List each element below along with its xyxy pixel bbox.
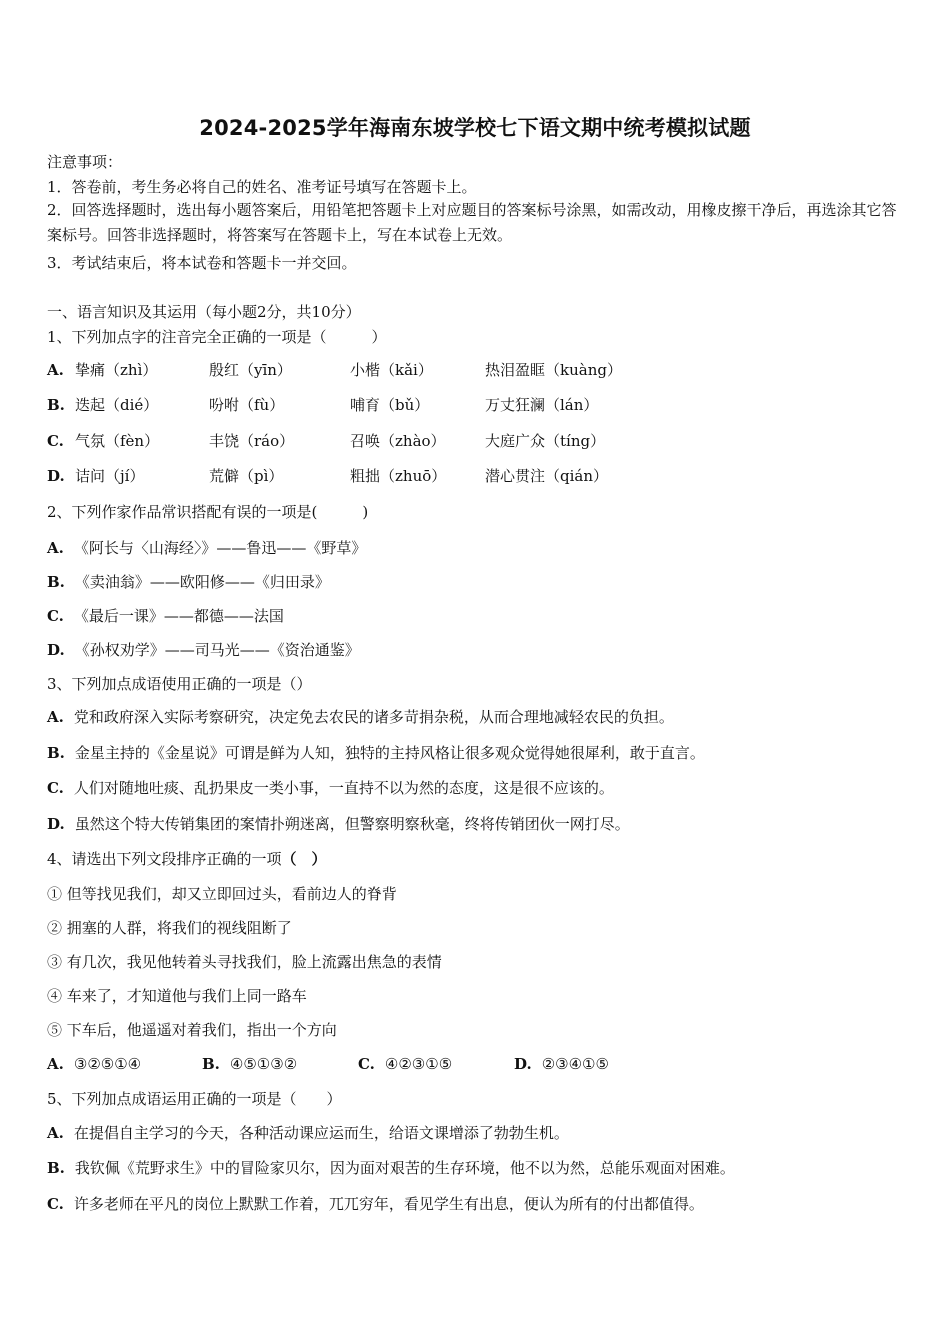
q5-b-label: B. — [47, 1159, 65, 1177]
notice-item-3: 3．考试结束后，将本试卷和答题卡一并交回。 — [47, 254, 357, 272]
q1-a-2: 殷红（yīn） — [209, 361, 292, 379]
q5-option-a — [47, 1123, 569, 1143]
q1-c-label: C. — [47, 432, 64, 450]
q1-b-2: 吩咐（fù） — [209, 396, 285, 414]
q5-option-c — [47, 1194, 704, 1214]
q3-b-text: 金星主持的《金星说》可谓是鲜为人知，独特的主持风格让很多观众觉得她很犀利，敢于直言。 — [74, 744, 705, 762]
q1-b-3: 哺育（bǔ） — [350, 396, 430, 414]
q1-c-3: 召唤（zhào） — [350, 432, 446, 450]
q4-sentence-4: ④ 车来了，才知道他与我们上同一路车 — [47, 987, 307, 1005]
q3-a-label: A. — [47, 708, 64, 726]
q2-option-a — [47, 538, 366, 558]
q4-c-label: C. — [358, 1055, 375, 1073]
q5-c-text: 许多老师在平凡的岗位上默默工作着，兀兀穷年，看见学生有出息，便认为所有的付出都值得。 — [73, 1195, 704, 1213]
q2-option-d — [47, 640, 360, 660]
q4-choice-a — [47, 1054, 141, 1074]
q2-c-text: 《最后一课》——都德——法国 — [73, 607, 284, 625]
q4-b-text: ④⑤①③② — [229, 1055, 298, 1073]
q4-sentence-1: ① 但等找见我们，却又立即回过头，看前边人的脊背 — [47, 885, 397, 903]
q5-option-b — [47, 1158, 735, 1178]
q4-choice-c — [358, 1054, 452, 1074]
q4-d-label: D. — [514, 1055, 532, 1073]
q4-d-text: ②③④①⑤ — [541, 1055, 609, 1073]
q1-a-3: 小楷（kǎi） — [350, 361, 433, 379]
q2-option-c — [47, 606, 284, 626]
q5-a-label: A. — [47, 1124, 64, 1142]
q1-c-4: 大庭广众（tíng） — [485, 432, 606, 450]
q1-b-4: 万丈狂澜（lán） — [485, 396, 599, 414]
q4-stem: 4、请选出下列文段排序正确的一项 — [47, 850, 282, 868]
q5-a-text: 在提倡自主学习的今天，各种活动课应运而生，给语文课增添了勃勃生机。 — [73, 1124, 569, 1142]
q4-b-label: B. — [202, 1055, 220, 1073]
q3-b-label: B. — [47, 744, 65, 762]
q2-b-label: B. — [47, 573, 65, 591]
q1-b-1: 迭起（dié） — [75, 396, 159, 414]
q5-stem: 5、下列加点成语运用正确的一项是（ ） — [47, 1090, 342, 1108]
q5-b-text: 我钦佩《荒野求生》中的冒险家贝尔，因为面对艰苦的生存环境，他不以为然，总能乐观面对困难。 — [74, 1159, 735, 1177]
q3-option-a — [47, 707, 674, 727]
q3-option-d — [47, 814, 630, 834]
q4-stem-line — [47, 849, 327, 869]
q2-stem: 2、下列作家作品常识搭配有误的一项是( ) — [47, 503, 369, 521]
q2-d-label: D. — [47, 641, 65, 659]
q1-a-4: 热泪盈眶（kuàng） — [485, 361, 622, 379]
q4-a-text: ③②⑤①④ — [73, 1055, 142, 1073]
q1-stem: 1、下列加点字的注音完全正确的一项是（ ） — [47, 328, 387, 346]
notice-item-2: 2．回答选择题时，选出每小题答案后，用铅笔把答题卡上对应题目的答案标号涂黑，如需改动，用橡皮擦干净后，再选涂其它答案标号。回答非选择题时，将答案写在答题卡上，写在本试卷上无效。 — [47, 201, 897, 244]
q3-d-text: 虽然这个特大传销集团的案情扑朔迷离，但警察明察秋毫，终将传销团伙一网打尽。 — [74, 815, 630, 833]
q2-option-b — [47, 572, 330, 592]
section-heading: 一、语言知识及其运用（每小题2分，共10分） — [47, 303, 361, 321]
q3-c-label: C. — [47, 779, 64, 797]
q1-a-label: A. — [47, 361, 64, 379]
q1-d-label: D. — [47, 467, 65, 485]
q2-a-text: 《阿长与〈山海经〉》——鲁迅——《野草》 — [73, 539, 367, 557]
q1-c-2: 丰饶（ráo） — [209, 432, 295, 450]
q4-choice-d — [514, 1054, 609, 1074]
q1-d-3: 粗拙（zhuō） — [350, 467, 447, 485]
notice-item-1: 1．答卷前，考生务必将自己的姓名、准考证号填写在答题卡上。 — [47, 178, 477, 196]
q3-a-text: 党和政府深入实际考察研究，决定免去农民的诸多苛捐杂税，从而合理地减轻农民的负担。 — [73, 708, 674, 726]
q1-d-1: 诘问（jí） — [75, 467, 145, 485]
q3-stem: 3、下列加点成语使用正确的一项是（） — [47, 675, 312, 693]
q3-d-label: D. — [47, 815, 65, 833]
q1-b-label: B. — [47, 396, 65, 414]
q4-stem-bracket: （ ） — [281, 850, 327, 868]
q4-sentence-2: ② 拥塞的人群，将我们的视线阻断了 — [47, 919, 292, 937]
q3-option-c — [47, 778, 614, 798]
q3-option-b — [47, 743, 705, 763]
q4-a-label: A. — [47, 1055, 64, 1073]
q5-c-label: C. — [47, 1195, 64, 1213]
q2-d-text: 《孙权劝学》——司马光——《资治通鉴》 — [74, 641, 360, 659]
q1-d-2: 荒僻（pì） — [209, 467, 284, 485]
exam-title: 2024-2025学年海南东坡学校七下语文期中统考模拟试题 — [199, 116, 751, 140]
q4-choice-b — [202, 1054, 297, 1074]
q4-c-text: ④②③①⑤ — [384, 1055, 453, 1073]
q2-b-text: 《卖油翁》——欧阳修——《归田录》 — [74, 573, 330, 591]
q4-sentence-5: ⑤ 下车后，他遥遥对着我们，指出一个方向 — [47, 1021, 337, 1039]
notice-heading: 注意事项： — [47, 153, 123, 171]
q1-c-1: 气氛（fèn） — [75, 432, 160, 450]
q1-d-4: 潜心贯注（qián） — [485, 467, 609, 485]
q3-c-text: 人们对随地吐痰、乱扔果皮一类小事，一直持不以为然的态度，这是很不应该的。 — [73, 779, 614, 797]
q2-c-label: C. — [47, 607, 64, 625]
q2-a-label: A. — [47, 539, 64, 557]
q1-a-1: 挚痛（zhì） — [75, 361, 158, 379]
q4-sentence-3: ③ 有几次，我见他转着头寻找我们，脸上流露出焦急的表情 — [47, 953, 442, 971]
